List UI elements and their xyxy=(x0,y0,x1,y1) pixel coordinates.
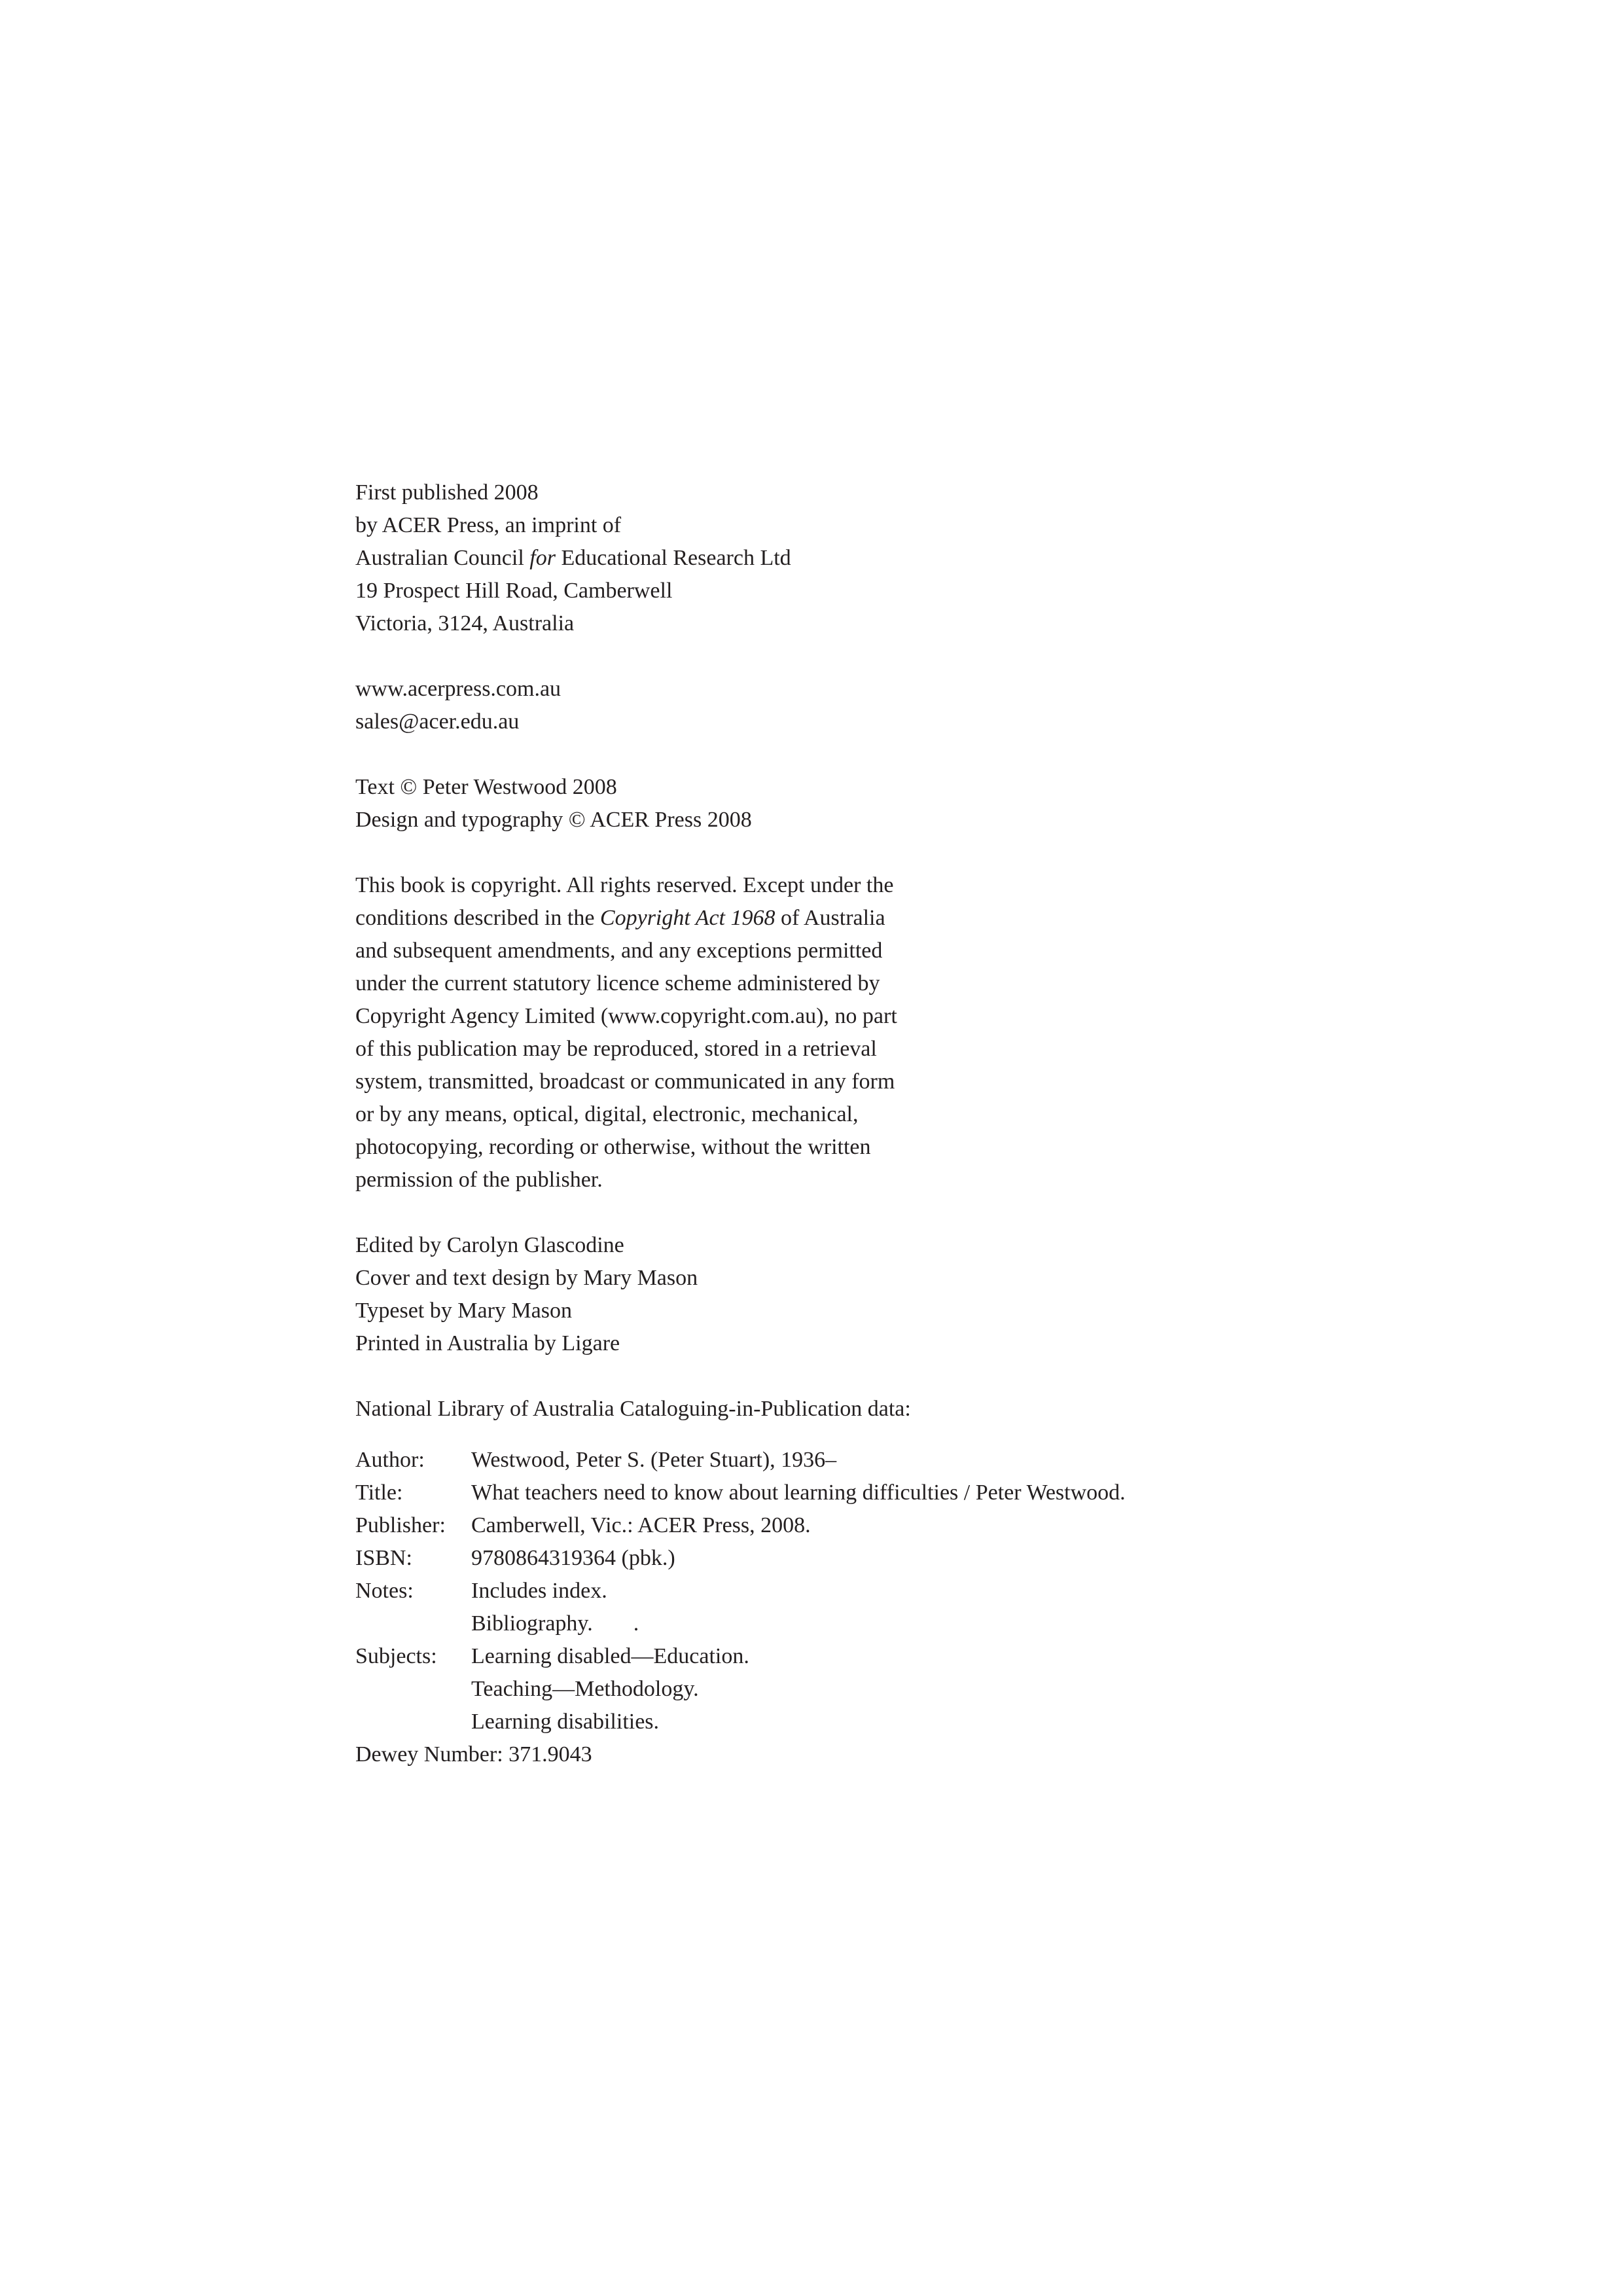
cip-value xyxy=(471,1611,639,1636)
website-link[interactable]: www.acerpress.com.au xyxy=(355,677,562,701)
rights-line: and subsequent amendments, and any exceptions permitted xyxy=(355,939,883,963)
copyright-page xyxy=(355,476,1402,1771)
dewey-number: Dewey Number: 371.9043 xyxy=(355,1742,592,1767)
first-published-line: First published 2008 xyxy=(355,480,539,505)
publisher-name-line xyxy=(355,542,1402,575)
cip-block xyxy=(355,1393,1402,1771)
rights-line: under the current statutory licence scheme administered by xyxy=(355,971,880,996)
cip-heading: National Library of Australia Cataloguing-in-Publication data: xyxy=(355,1397,911,1421)
email-link[interactable]: sales@acer.edu.au xyxy=(355,709,520,734)
typeset-credit: Typeset by Mary Mason xyxy=(355,1299,572,1323)
cip-value: Learning disabled—Education. xyxy=(471,1644,749,1668)
imprint-line: by ACER Press, an imprint of xyxy=(355,513,622,537)
cip-row-author xyxy=(355,1444,1402,1477)
rights-line: permission of the publisher. xyxy=(355,1168,603,1192)
cip-label: Notes: xyxy=(355,1579,414,1603)
rights-line: Copyright Agency Limited (www.copyright.com.au), no part xyxy=(355,1004,897,1028)
cip-label: Publisher: xyxy=(355,1513,446,1537)
cip-row-subjects-continued xyxy=(355,1706,1402,1738)
publisher-name-part1: Australian Council xyxy=(355,546,530,570)
rights-line-part2: of Australia xyxy=(775,906,885,930)
copyright-act-title: Copyright Act 1968 xyxy=(599,906,776,930)
printer-credit: Printed in Australia by Ligare xyxy=(355,1331,620,1355)
rights-line: This book is copyright. All rights reserved. Except under the xyxy=(355,873,894,897)
cip-row-notes-continued xyxy=(355,1607,1402,1640)
rights-line: system, transmitted, broadcast or communicated in any form xyxy=(355,1069,895,1094)
cip-value: Westwood, Peter S. (Peter Stuart), 1936– xyxy=(471,1448,837,1472)
cip-row-isbn xyxy=(355,1542,1402,1575)
cip-value: What teachers need to know about learning difficulties / Peter Westwood. xyxy=(471,1480,1126,1505)
rights-line xyxy=(355,902,1402,935)
rights-line: or by any means, optical, digital, electronic, mechanical, xyxy=(355,1102,859,1126)
cip-label: Subjects: xyxy=(355,1644,437,1668)
cip-value: Includes index. xyxy=(471,1579,607,1603)
rights-paragraph xyxy=(355,869,1402,1196)
cip-label: Author: xyxy=(355,1448,425,1472)
cip-label: Title: xyxy=(355,1480,403,1505)
cip-value: 9780864319364 (pbk.) xyxy=(471,1546,675,1570)
publisher-name-part2: Educational Research Ltd xyxy=(555,546,791,570)
cip-row-publisher xyxy=(355,1509,1402,1542)
contact-block xyxy=(355,673,1402,738)
publisher-name-italic: for xyxy=(529,546,556,570)
bibliography-note: Bibliography. xyxy=(471,1611,593,1636)
publication-block xyxy=(355,476,1402,640)
text-copyright-line: Text © Peter Westwood 2008 xyxy=(355,775,617,799)
rights-line: of this publication may be reproduced, stored in a retrieval xyxy=(355,1037,877,1061)
cip-row-title xyxy=(355,1477,1402,1509)
rights-line: photocopying, recording or otherwise, without the written xyxy=(355,1135,871,1159)
cip-row-subjects-continued xyxy=(355,1673,1402,1706)
cip-value: Learning disabilities. xyxy=(471,1710,660,1734)
cip-row-subjects xyxy=(355,1640,1402,1673)
cip-value: Teaching—Methodology. xyxy=(471,1677,699,1701)
state-address-line: Victoria, 3124, Australia xyxy=(355,611,575,636)
cip-value: Camberwell, Vic.: ACER Press, 2008. xyxy=(471,1513,811,1537)
design-credit: Cover and text design by Mary Mason xyxy=(355,1266,698,1290)
editor-credit: Edited by Carolyn Glascodine xyxy=(355,1233,624,1257)
design-copyright-line: Design and typography © ACER Press 2008 xyxy=(355,808,752,832)
copyright-notices-block xyxy=(355,771,1402,836)
cip-label: ISBN: xyxy=(355,1546,412,1570)
stray-dot: . xyxy=(633,1611,639,1636)
street-address-line: 19 Prospect Hill Road, Camberwell xyxy=(355,579,673,603)
rights-line-part1: conditions described in the xyxy=(355,906,600,930)
cip-row-notes xyxy=(355,1575,1402,1607)
credits-block xyxy=(355,1229,1402,1360)
